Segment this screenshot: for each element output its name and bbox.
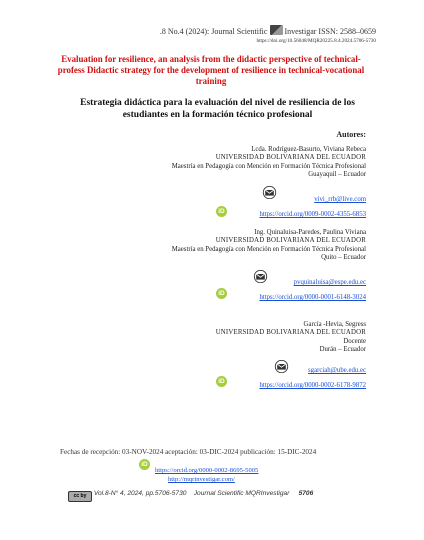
- mail-icon: [274, 360, 289, 373]
- journal-header: [160, 25, 376, 36]
- publication-dates: Fechas de recepción: 03-NOV-2024 aceptación: 03-DIC-2024 publicación: 15-DIC-2024: [60, 448, 317, 456]
- author-email[interactable]: vivi_rrb@live.com: [314, 196, 366, 203]
- footer-orcid-link[interactable]: https://orcid.org/0000-0002-8695-5005: [155, 467, 259, 474]
- author-email[interactable]: pvquinaluisa@espe.edu.ec: [293, 279, 366, 286]
- author-block: [172, 229, 366, 262]
- author-university: UNIVERSIDAD BOLIVARIANA DEL ECUADOR: [215, 237, 366, 245]
- doi-link[interactable]: https://doi.org/10.56048/MQR20225.8.4.2024.5706-5730: [256, 38, 376, 44]
- title-spanish: Estrategia didáctica para la evaluación del nivel de resiliencia de los estudiantes en la formación técnico profesional: [80, 98, 355, 120]
- journal-name-part2: Investigar ISSN: 2588–0659: [284, 27, 376, 36]
- mqr-logo-icon: [270, 25, 283, 35]
- mail-icon: [253, 270, 268, 283]
- orcid-icon: iD: [216, 288, 227, 299]
- mail-icon: [262, 186, 277, 199]
- author-name: García -Hevia, Segress: [303, 321, 366, 328]
- author-block: [216, 321, 366, 354]
- author-orcid-link[interactable]: https://orcid.org/0009-0002-4355-6853: [259, 211, 366, 218]
- author-role: Maestría en Pedagogía con Mención en Formación Técnica Profesional: [171, 245, 366, 253]
- authors-heading: Autores:: [336, 130, 366, 139]
- footer-citation-bar: [68, 490, 313, 502]
- author-email[interactable]: sgarciah@ube.edu.ec: [308, 367, 366, 374]
- orcid-icon: iD: [139, 459, 150, 470]
- author-orcid-link[interactable]: https://orcid.org/0000-0001-6148-3024: [259, 294, 366, 301]
- author-location: Durán – Ecuador: [319, 345, 366, 353]
- author-name: Lcda. Rodríguez-Basurto, Viviana Rebeca: [251, 146, 366, 153]
- title-english: Evaluation for resilience, an analysis from the didactic perspective of technical-profess Didactic strategy for the development of resilience in technical-vocational training: [57, 54, 365, 86]
- footer-journal: Journal Scientific MQRInvestigar: [193, 490, 290, 497]
- author-orcid-link[interactable]: https://orcid.org/0000-0002-6178-9872: [259, 382, 366, 389]
- author-university: UNIVERSIDAD BOLIVARIANA DEL ECUADOR: [215, 154, 366, 162]
- footer-site-link[interactable]: http://mqrinvestigar.com/: [168, 476, 235, 483]
- page-number: 5706: [298, 490, 314, 497]
- orcid-icon: iD: [216, 376, 227, 387]
- cc-license-icon: cc by: [68, 491, 92, 502]
- author-block: [172, 146, 366, 179]
- journal-name-part1: .8 No.4 (2024): Journal Scientific: [159, 27, 268, 36]
- author-university: UNIVERSIDAD BOLIVARIANA DEL ECUADOR: [215, 329, 366, 337]
- author-name: Ing. Quinaluisa-Paredes, Paulina Viviana: [254, 229, 366, 236]
- author-location: Quito – Ecuador: [321, 253, 366, 261]
- orcid-icon: iD: [216, 206, 227, 217]
- author-location: Guayaquil – Ecuador: [308, 170, 366, 178]
- author-role: Docente: [343, 337, 366, 345]
- footer-citation: Vol.8-N° 4, 2024, pp.5706-5730: [93, 490, 187, 497]
- author-role: Maestría en Pedagogía con Mención en Formación Técnica Profesional: [171, 162, 366, 170]
